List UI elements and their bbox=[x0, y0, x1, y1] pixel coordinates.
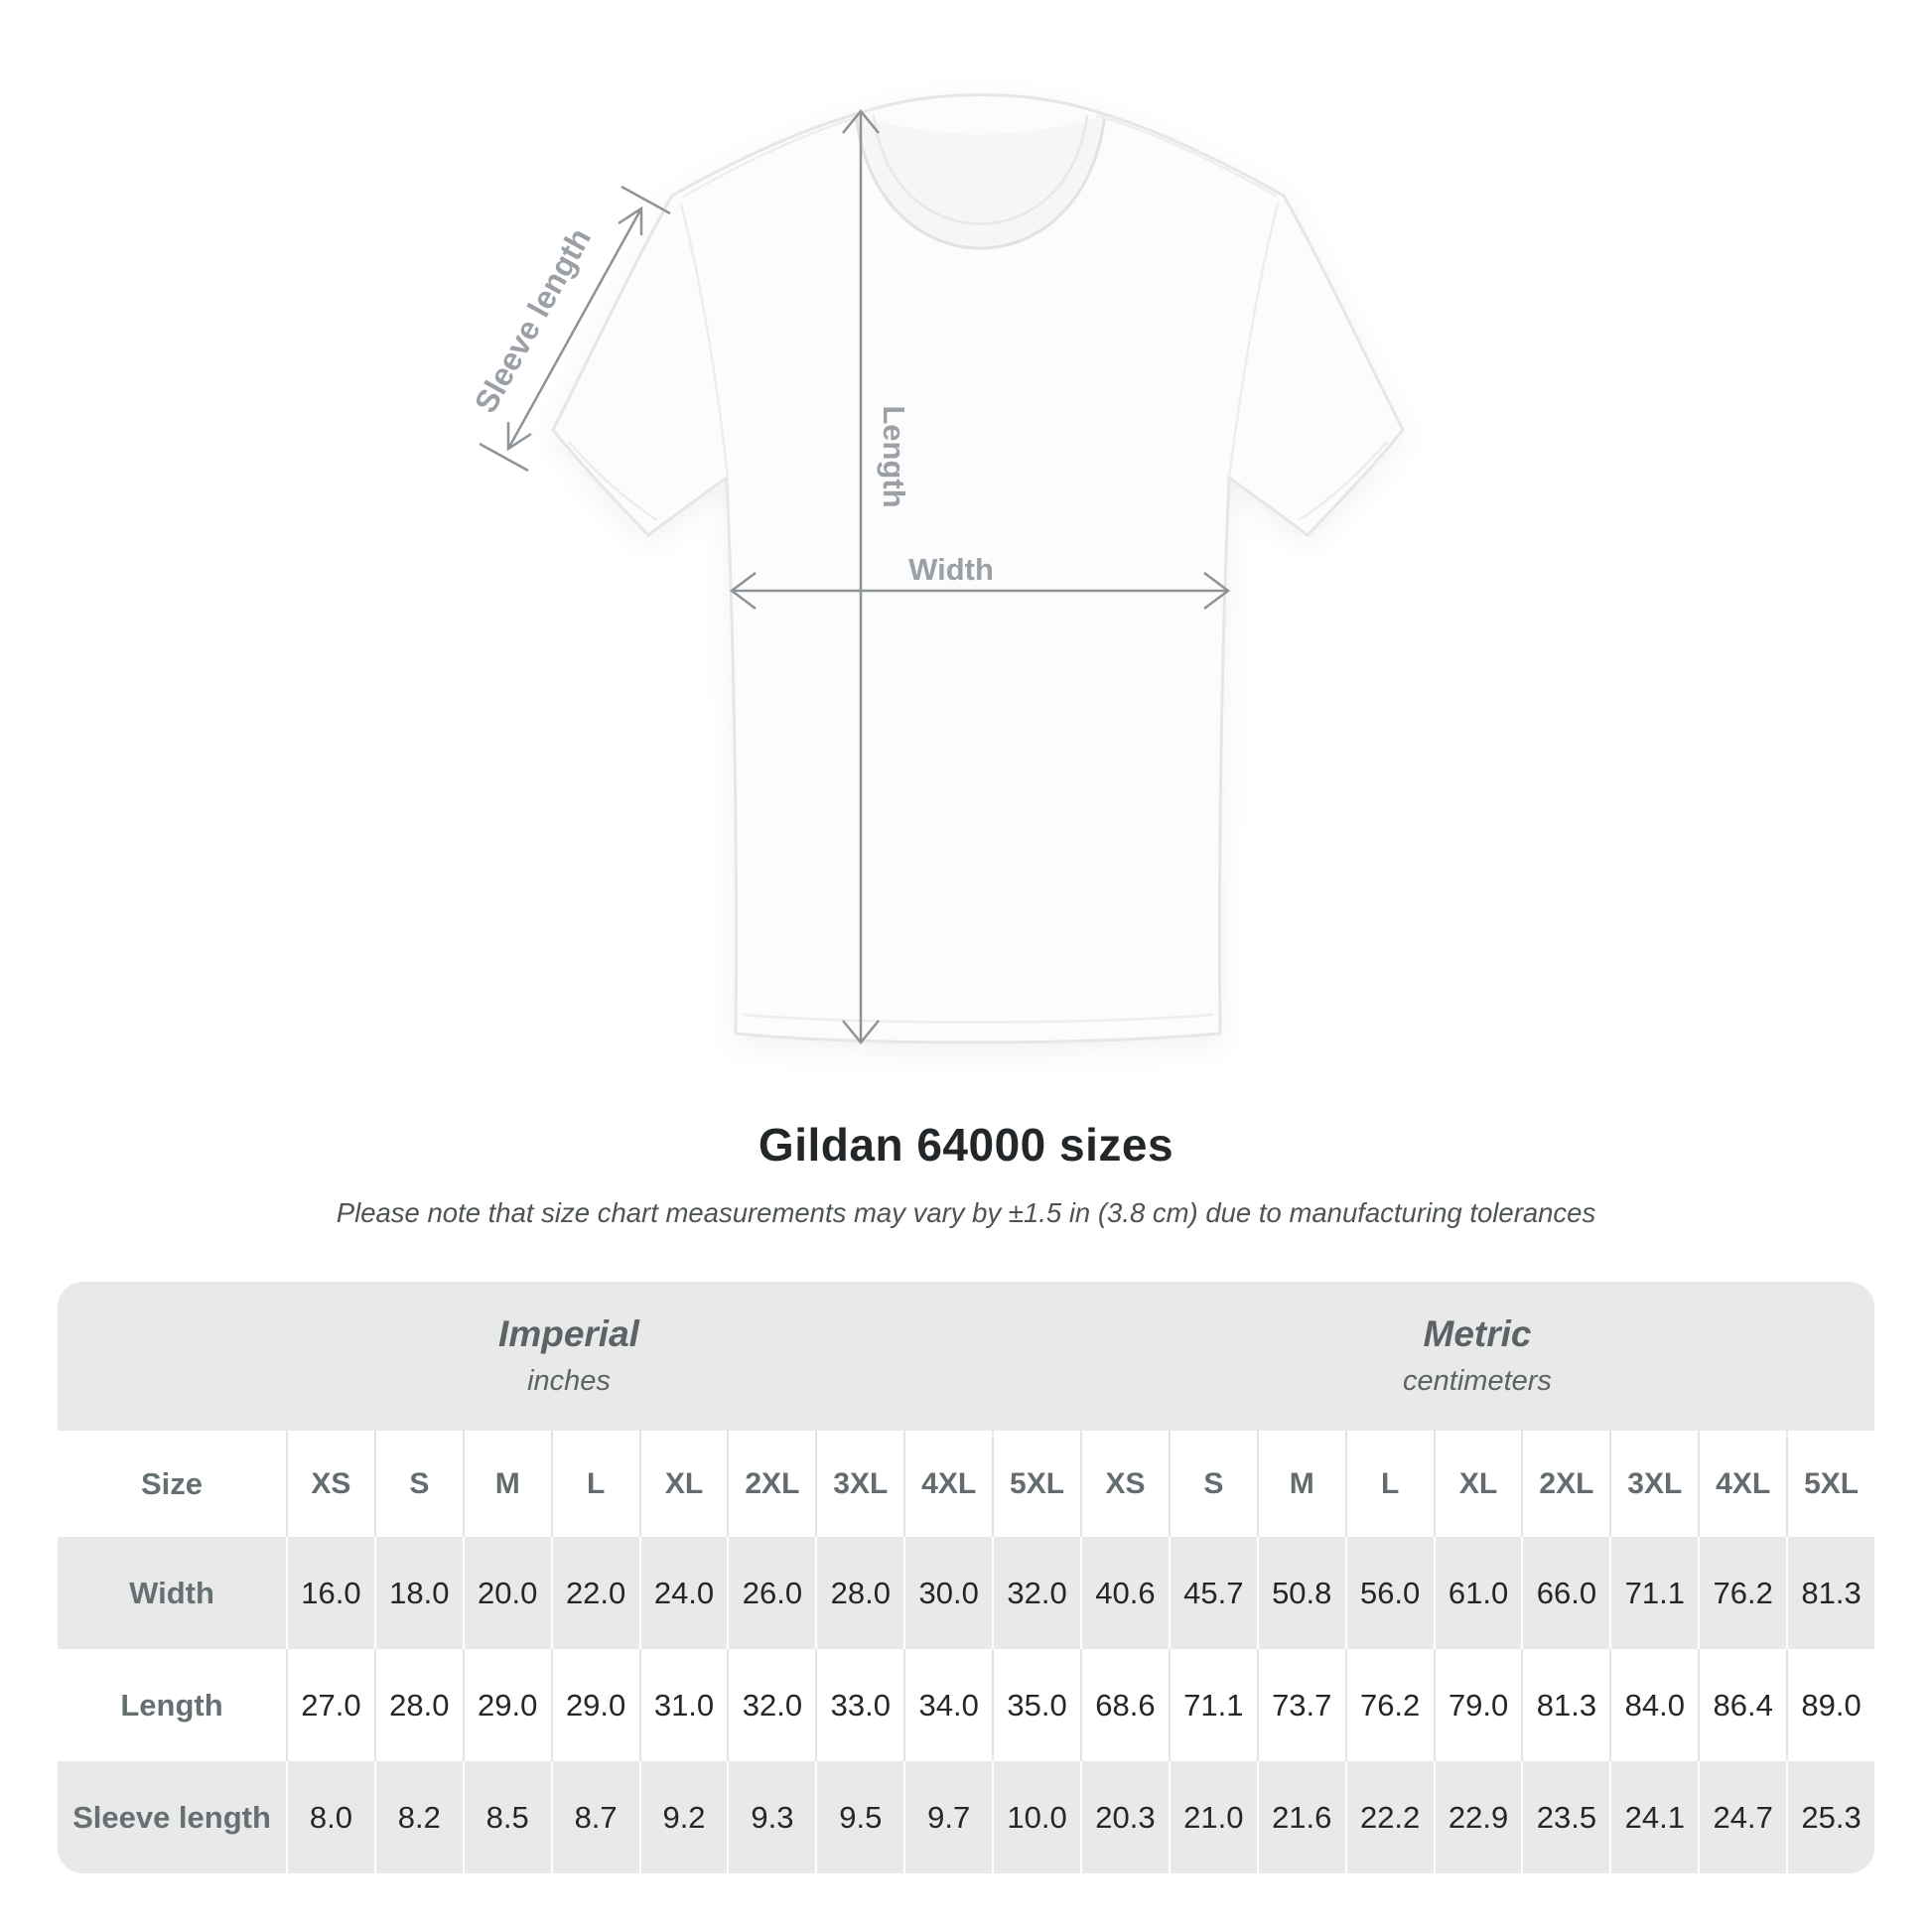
value-cell: 40.6 bbox=[1080, 1537, 1169, 1649]
size-header-imperial-5xl: 5XL bbox=[992, 1431, 1080, 1537]
value-cell: 50.8 bbox=[1257, 1537, 1345, 1649]
page-title: Gildan 64000 sizes bbox=[758, 1119, 1174, 1171]
value-cell: 20.0 bbox=[463, 1537, 551, 1649]
value-cell: 56.0 bbox=[1345, 1537, 1434, 1649]
value-cell: 8.0 bbox=[286, 1761, 374, 1873]
value-cell: 20.3 bbox=[1080, 1761, 1169, 1873]
value-cell: 86.4 bbox=[1698, 1649, 1786, 1761]
value-cell: 18.0 bbox=[374, 1537, 463, 1649]
value-cell: 32.0 bbox=[727, 1649, 815, 1761]
sleeve-length-label: Sleeve length bbox=[467, 221, 599, 419]
value-cell: 79.0 bbox=[1434, 1649, 1522, 1761]
row-label: Width bbox=[129, 1575, 214, 1610]
size-header-imperial-2xl: 2XL bbox=[727, 1431, 815, 1537]
value-cell: 71.1 bbox=[1169, 1649, 1257, 1761]
imperial-heading: Imperial bbox=[498, 1313, 639, 1354]
value-cell: 9.2 bbox=[639, 1761, 728, 1873]
value-cell: 32.0 bbox=[992, 1537, 1080, 1649]
value-cell: 84.0 bbox=[1609, 1649, 1698, 1761]
size-header-metric-m: M bbox=[1257, 1431, 1345, 1537]
value-cell: 89.0 bbox=[1786, 1649, 1874, 1761]
value-cell: 9.3 bbox=[727, 1761, 815, 1873]
imperial-unit: inches bbox=[527, 1365, 611, 1397]
value-cell: 24.0 bbox=[639, 1537, 728, 1649]
table-row-sleeve-length bbox=[58, 1761, 1874, 1873]
value-cell: 24.7 bbox=[1698, 1761, 1786, 1873]
value-cell: 76.2 bbox=[1345, 1649, 1434, 1761]
value-cell: 23.5 bbox=[1521, 1761, 1609, 1873]
value-cell: 8.7 bbox=[551, 1761, 639, 1873]
size-column-header: Size bbox=[140, 1465, 204, 1501]
value-cell: 22.9 bbox=[1434, 1761, 1522, 1873]
row-label: Sleeve length bbox=[72, 1799, 271, 1835]
value-cell: 30.0 bbox=[903, 1537, 992, 1649]
value-cell: 81.3 bbox=[1521, 1649, 1609, 1761]
value-cell: 76.2 bbox=[1698, 1537, 1786, 1649]
value-cell: 35.0 bbox=[992, 1649, 1080, 1761]
size-header-row bbox=[58, 1431, 1874, 1537]
size-header-imperial-l: L bbox=[551, 1431, 639, 1537]
size-header-metric-3xl: 3XL bbox=[1609, 1431, 1698, 1537]
size-header-metric-2xl: 2XL bbox=[1521, 1431, 1609, 1537]
size-header-imperial-xs: XS bbox=[286, 1431, 374, 1537]
value-cell: 10.0 bbox=[992, 1761, 1080, 1873]
value-cell: 9.7 bbox=[903, 1761, 992, 1873]
value-cell: 34.0 bbox=[903, 1649, 992, 1761]
metric-heading: Metric bbox=[1423, 1313, 1532, 1354]
value-cell: 8.5 bbox=[463, 1761, 551, 1873]
table-rows bbox=[58, 1537, 1874, 1873]
value-cell: 24.1 bbox=[1609, 1761, 1698, 1873]
value-cell: 27.0 bbox=[286, 1649, 374, 1761]
value-cell: 9.5 bbox=[815, 1761, 903, 1873]
value-cell: 31.0 bbox=[639, 1649, 728, 1761]
length-label: Length bbox=[877, 405, 911, 508]
value-cell: 21.6 bbox=[1257, 1761, 1345, 1873]
value-cell: 25.3 bbox=[1786, 1761, 1874, 1873]
value-cell: 22.0 bbox=[551, 1537, 639, 1649]
value-cell: 22.2 bbox=[1345, 1761, 1434, 1873]
size-header-imperial-m: M bbox=[463, 1431, 551, 1537]
size-header-metric-4xl: 4XL bbox=[1698, 1431, 1786, 1537]
value-cell: 26.0 bbox=[727, 1537, 815, 1649]
unit-header bbox=[58, 1282, 1874, 1431]
size-table bbox=[58, 1282, 1874, 1873]
value-cell: 29.0 bbox=[463, 1649, 551, 1761]
metric-unit: centimeters bbox=[1403, 1365, 1552, 1397]
size-header-metric-xl: XL bbox=[1434, 1431, 1522, 1537]
size-header-imperial-xl: XL bbox=[639, 1431, 728, 1537]
value-cell: 29.0 bbox=[551, 1649, 639, 1761]
value-cell: 73.7 bbox=[1257, 1649, 1345, 1761]
value-cell: 66.0 bbox=[1521, 1537, 1609, 1649]
value-cell: 33.0 bbox=[815, 1649, 903, 1761]
width-label: Width bbox=[908, 552, 994, 587]
value-cell: 16.0 bbox=[286, 1537, 374, 1649]
value-cell: 61.0 bbox=[1434, 1537, 1522, 1649]
value-cell: 81.3 bbox=[1786, 1537, 1874, 1649]
value-cell: 68.6 bbox=[1080, 1649, 1169, 1761]
size-header-imperial-s: S bbox=[374, 1431, 463, 1537]
table-row-width bbox=[58, 1537, 1874, 1649]
unit-group-metric bbox=[1080, 1282, 1874, 1431]
value-cell: 28.0 bbox=[815, 1537, 903, 1649]
size-header-imperial-3xl: 3XL bbox=[815, 1431, 903, 1537]
value-cell: 45.7 bbox=[1169, 1537, 1257, 1649]
size-header-metric-l: L bbox=[1345, 1431, 1434, 1537]
value-cell: 71.1 bbox=[1609, 1537, 1698, 1649]
value-cell: 28.0 bbox=[374, 1649, 463, 1761]
size-header-metric-xs: XS bbox=[1080, 1431, 1169, 1537]
value-cell: 8.2 bbox=[374, 1761, 463, 1873]
row-label: Length bbox=[120, 1687, 223, 1723]
size-header-metric-s: S bbox=[1169, 1431, 1257, 1537]
size-header-metric-5xl: 5XL bbox=[1786, 1431, 1874, 1537]
value-cell: 21.0 bbox=[1169, 1761, 1257, 1873]
size-header-imperial-4xl: 4XL bbox=[903, 1431, 992, 1537]
table-row-length bbox=[58, 1649, 1874, 1761]
unit-group-imperial bbox=[58, 1282, 1080, 1431]
tolerance-note: Please note that size chart measurements may vary by ±1.5 in (3.8 cm) due to manufacturing tolerances bbox=[336, 1197, 1596, 1228]
